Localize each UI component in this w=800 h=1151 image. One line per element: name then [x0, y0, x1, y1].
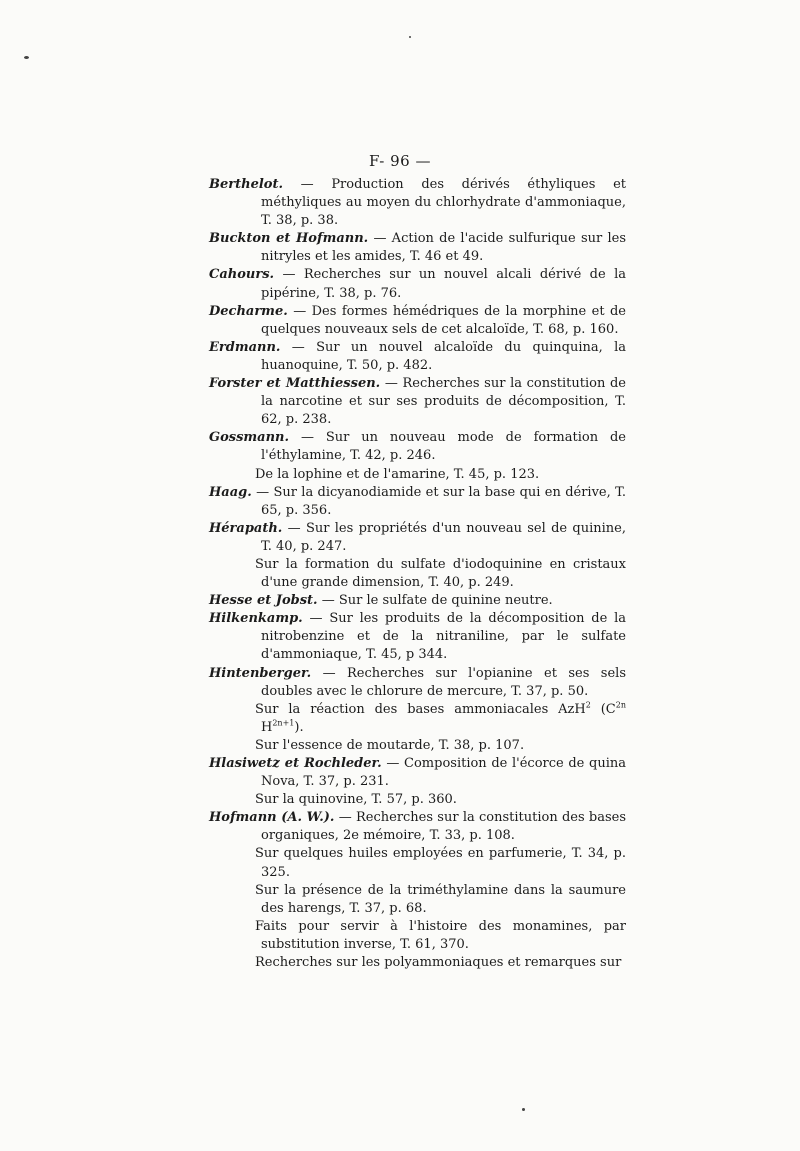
entry-text: — Composition de l'écorce de quina Nova, T. 37, p. 231. [261, 756, 626, 790]
ink-speck [522, 1108, 525, 1111]
bibliography-subentry: Sur l'essence de moutarde, T. 38, p. 107. [255, 737, 525, 753]
entry-text: — Action de l'acide sulfurique sur les nitryles et les amides, T. 46 et 49. [261, 231, 626, 265]
bibliography-entry [209, 520, 626, 556]
bibliography-subentry-formula [209, 701, 626, 737]
formula-text: Sur la réaction des bases ammoniacales AzH [255, 701, 586, 717]
formula-superscript: 2n [615, 700, 626, 710]
bibliography-entry [209, 755, 626, 791]
bibliography-entry [209, 375, 626, 429]
formula-text: ). [294, 719, 304, 735]
bibliography-subentry: Recherches sur les polyammoniaques et remarques sur [255, 955, 622, 971]
entry-author: Gossmann. [209, 430, 290, 446]
formula-text: H [261, 719, 273, 735]
bibliography-entry [209, 429, 626, 465]
bibliography-entry [209, 266, 626, 302]
entry-text: — Recherches sur un nouvel alcali dérivé de la pipérine, T. 38, p. 76. [261, 267, 626, 301]
entry-text: — Sur un nouveau mode de formation de l'éthylamine, T. 42, p. 246. [261, 430, 627, 464]
bibliography-entry [209, 230, 626, 266]
entry-text: — Sur un nouvel alcaloïde du quinquina, la huanoquine, T. 50, p. 482. [261, 339, 626, 373]
entry-text: — Production des dérivés éthyliques et méthyliques au moyen du chlorhydrate d'ammoniaque, T. 38, p. 38. [261, 177, 627, 229]
bibliography-subentry: Sur quelques huiles employées en parfumerie, T. 34, p. 325. [255, 846, 626, 880]
ink-speck [409, 36, 411, 38]
bibliography-entry [209, 610, 626, 664]
page-number: F- 96 — [369, 152, 431, 170]
bibliography-entry [209, 303, 626, 339]
bibliography-subentry: Faits pour servir à l'histoire des monamines, par substitution inverse, T. 61, 370. [255, 918, 626, 952]
bibliography-subentry: Sur la présence de la triméthylamine dans la saumure des harengs, T. 37, p. 68. [255, 882, 626, 916]
formula-superscript: 2n+1 [272, 718, 295, 728]
bibliography-subentry: De la lophine et de l'amarine, T. 45, p. 123. [255, 466, 540, 482]
entry-text: — Sur le sulfate de quinine neutre. [321, 593, 553, 609]
bibliography-subentry: Sur la formation du sulfate d'iodoquinine en cristaux d'une grande dimension, T. 40, p. 249. [255, 556, 626, 591]
entry-author: Cahours. [209, 267, 275, 283]
entry-author: Hilkenkamp. [209, 611, 303, 627]
formula-text: (C [590, 701, 616, 717]
bibliography-entry [209, 176, 626, 230]
entry-text: — Recherches sur la constitution de la narcotine et sur ses produits de décomposition, T. 62, p. 238. [261, 376, 626, 428]
entry-text: — Des formes hémédriques de la morphine et de quelques nouveaux sels de cet alcaloïde, T. 68, p. 160. [261, 303, 626, 337]
entry-text: — Sur la dicyanodiamide et sur la base qui en dérive, T. 65, p. 356. [256, 484, 627, 518]
entry-author: Forster et Matthiessen. [209, 376, 381, 392]
bibliography-entry [209, 665, 626, 701]
formula-superscript: 2 [585, 700, 591, 710]
bibliography-entry [209, 592, 626, 610]
entry-text: — Recherches sur la constitution des bases organiques, 2e mémoire, T. 33, p. 108. [261, 810, 626, 844]
bibliography-entry [209, 809, 626, 845]
entry-author: Berthelot. [209, 177, 283, 192]
bibliography-entry [209, 484, 626, 520]
entry-author: Buckton et Hofmann. [209, 231, 369, 247]
entry-author: Hérapath. [209, 520, 283, 536]
bibliography-subentry: Sur la quinovine, T. 57, p. 360. [255, 792, 457, 808]
bibliography-list [209, 176, 626, 972]
entry-author: Haag. [209, 484, 252, 500]
entry-text: — Recherches sur l'opianine et ses sels doubles avec le chlorure de mercure, T. 37, p. 50. [261, 665, 626, 699]
entry-author: Decharme. [209, 303, 288, 319]
bibliography-entry [209, 339, 626, 375]
entry-author: Hofmann (A. W.). [209, 810, 335, 826]
ink-speck [24, 56, 29, 59]
entry-author: Hintenberger. [209, 665, 312, 681]
entry-text: — Sur les produits de la décomposition de la nitrobenzine et de la nitraniline, par le sulfate d'ammoniaque, T. 45, p 344. [261, 611, 626, 663]
entry-text: — Sur les propriétés d'un nouveau sel de quinine, T. 40, p. 247. [261, 520, 627, 554]
entry-author: Hesse et Jobst. [209, 593, 318, 609]
entry-author: Erdmann. [209, 339, 281, 355]
entry-author: Hlasiwetz et Rochleder. [209, 756, 382, 771]
